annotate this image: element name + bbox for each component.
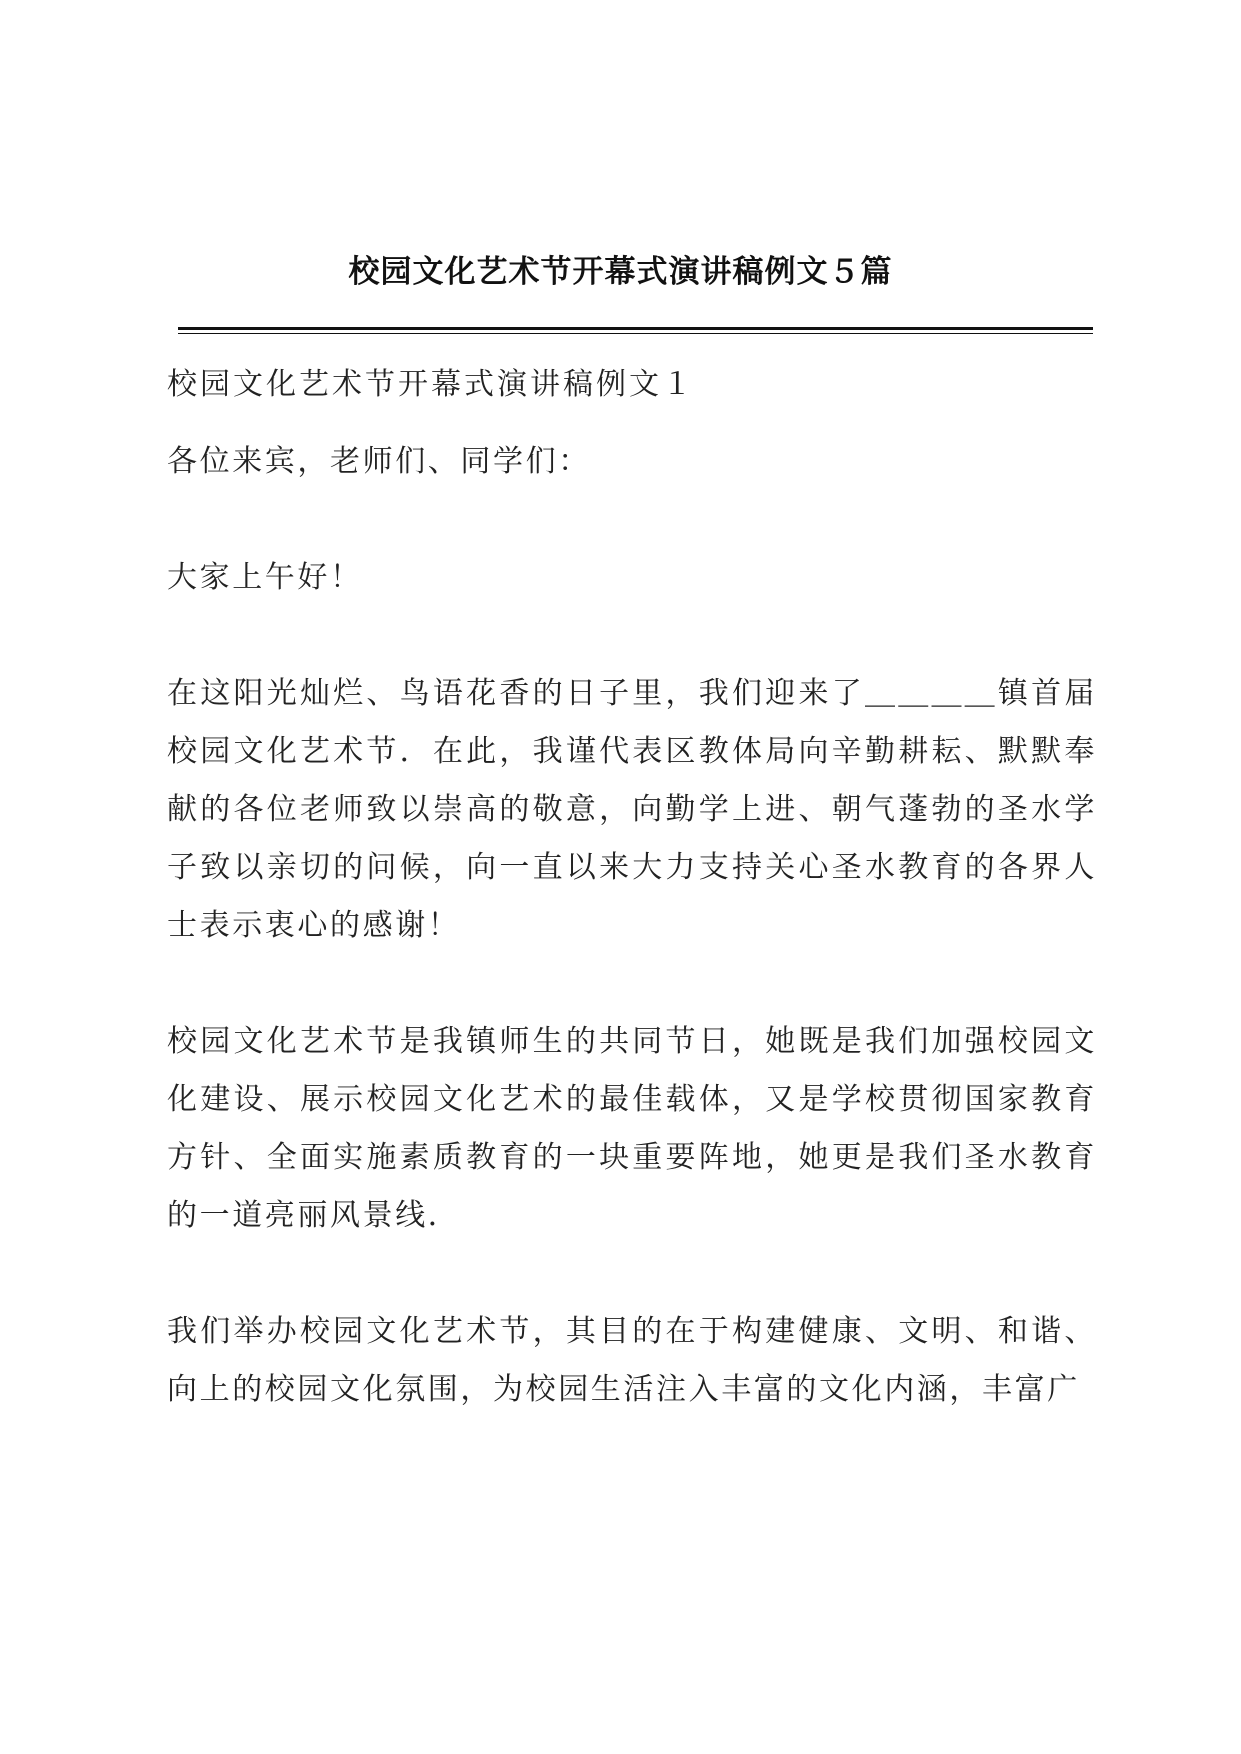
paragraph-2: 校园文化艺术节是我镇师生的共同节日，她既是我们加强校园文化建设、展示校园文化艺术的最佳载体，又是学校贯彻国家教育方针、全面实施素质教育的一块重要阵地，她更是我们圣水教育的一道亮丽风景线． — [167, 1024, 1097, 1233]
spacer — [167, 491, 1097, 549]
spacer — [167, 955, 1097, 1013]
document-title: 校园文化艺术节开幕式演讲稿例文５篇 — [348, 254, 893, 290]
title-rule-thick — [178, 327, 1093, 330]
document-body — [167, 356, 1097, 1419]
spacer — [167, 607, 1097, 665]
greeting: 大家上午好！ — [167, 560, 363, 595]
spacer — [167, 414, 1097, 433]
section-heading: 校园文化艺术节开幕式演讲稿例文１ — [167, 367, 695, 402]
spacer — [167, 1245, 1097, 1303]
paragraph-3: 我们举办校园文化艺术节，其目的在于构建健康、文明、和谐、向上的校园文化氛围，为校园生活注入丰富的文化内涵，丰富广 — [167, 1314, 1097, 1407]
paragraph-1: 在这阳光灿烂、鸟语花香的日子里，我们迎来了＿＿＿＿镇首届校园文化艺术节．在此，我谨代表区教体局向辛勤耕耘、默默奉献的各位老师致以崇高的敬意，向勤学上进、朝气蓬勃的圣水学子致以亲切的问候，向一直以来大力支持关心圣水教育的各界人士表示衷心的感谢！ — [167, 676, 1097, 943]
salutation: 各位来宾，老师们、同学们： — [167, 444, 591, 479]
title-rule-thin — [178, 333, 1093, 334]
